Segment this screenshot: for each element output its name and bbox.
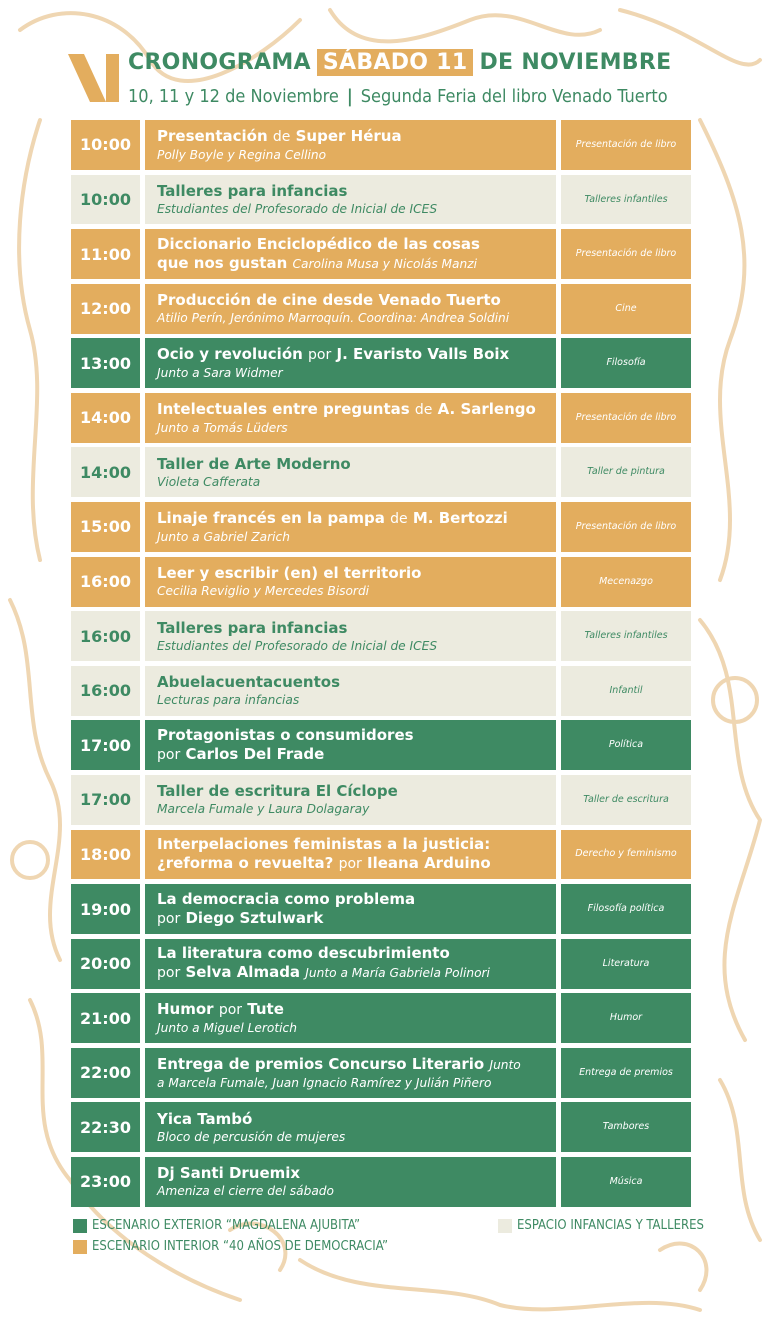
event-title (157, 835, 490, 854)
event-title-main: La literatura como descubrimiento (157, 944, 450, 963)
event-category: Presentación de libro (561, 120, 691, 170)
event-title-continued: Diego Sztulwark (185, 908, 324, 927)
event-time: 14:00 (71, 393, 140, 443)
schedule-row (71, 611, 691, 661)
event-details (145, 175, 556, 225)
event-details (145, 557, 556, 607)
event-title-main: Leer y escribir (en) el territorio (157, 564, 422, 583)
schedule-row (71, 229, 691, 279)
event-title-connector: por (308, 347, 332, 364)
event-title-author: J. Evaristo Valls Boix (336, 345, 510, 364)
event-title-main: Intelectuales entre preguntas (157, 399, 410, 418)
event-title-main: Taller de escritura El Cíclope (157, 782, 398, 801)
schedule-row (71, 939, 691, 989)
event-title (157, 235, 480, 254)
legend-swatch-green (73, 1219, 87, 1233)
schedule-row (71, 993, 691, 1043)
event-details (145, 120, 556, 170)
event-time: 14:00 (71, 447, 140, 497)
event-title-main: Ocio y revolución (157, 345, 303, 364)
legend-stages (73, 1215, 388, 1257)
event-title (157, 619, 347, 638)
event-time: 10:00 (71, 120, 140, 170)
event-title (157, 455, 351, 474)
event-category: Humor (561, 993, 691, 1043)
event-title-second-line (157, 254, 477, 274)
event-participants: Bloco de percusión de mujeres (157, 1129, 346, 1144)
event-time: 22:30 (71, 1102, 140, 1152)
event-details (145, 666, 556, 716)
event-category: Talleres infantiles (561, 611, 691, 661)
event-title-main: Diccionario Enciclopédico de las cosas (157, 234, 480, 253)
event-category: Presentación de libro (561, 502, 691, 552)
event-participants: Junto a Gabriel Zarich (157, 529, 290, 544)
legend-item-infancias (498, 1215, 704, 1236)
schedule-row (71, 284, 691, 334)
event-title (157, 127, 402, 147)
event-title-continued: Selva Almada (185, 963, 301, 982)
subtitle-separator: | (346, 85, 353, 107)
schedule-table (71, 120, 691, 1212)
event-time: 19:00 (71, 884, 140, 934)
event-details (145, 1048, 556, 1098)
event-title (157, 1055, 521, 1075)
event-details (145, 775, 556, 825)
event-title-main: La democracia como problema (157, 889, 416, 908)
event-category: Cine (561, 284, 691, 334)
title-prefix: CRONOGRAMA (128, 49, 311, 75)
event-title-connector: de (414, 401, 433, 418)
event-participants: Carolina Musa y Nicolás Manzi (292, 256, 478, 271)
event-participants: Violeta Cafferata (157, 474, 261, 489)
event-time: 22:00 (71, 1048, 140, 1098)
event-title-main: Talleres para infancias (157, 182, 348, 201)
event-participants: Cecilia Reviglio y Mercedes Bisordi (157, 584, 370, 599)
event-title (157, 291, 501, 310)
legend-swatch-orange (73, 1240, 87, 1254)
schedule-row (71, 884, 691, 934)
event-time: 18:00 (71, 830, 140, 880)
event-details (145, 502, 556, 552)
title-highlight: SÁBADO 11 (317, 49, 474, 76)
event-category: Infantil (561, 666, 691, 716)
event-title-continued: ¿reforma o revuelta? (157, 853, 334, 872)
roman-numeral-logo-icon (66, 52, 122, 104)
event-category: Filosofía política (561, 884, 691, 934)
event-details (145, 1157, 556, 1207)
event-participants: Estudiantes del Profesorado de Inicial de ICES (157, 202, 438, 217)
schedule-row (71, 1102, 691, 1152)
event-title-author: M. Bertozzi (412, 508, 508, 527)
event-time: 15:00 (71, 502, 140, 552)
event-participants: Ameniza el cierre del sábado (157, 1184, 335, 1199)
event-title-second-line (157, 909, 323, 929)
event-title (157, 400, 536, 420)
schedule-row (71, 1048, 691, 1098)
event-title-connector: por (218, 1002, 243, 1019)
legend-item-interior (73, 1236, 388, 1257)
event-title-author: Super Hérua (295, 126, 402, 145)
event-details (145, 1102, 556, 1152)
event-details (145, 720, 556, 770)
event-title (157, 564, 421, 583)
event-details (145, 229, 556, 279)
legend-swatch-beige (498, 1219, 512, 1233)
event-category: Taller de escritura (561, 775, 691, 825)
event-details (145, 393, 556, 443)
event-time: 10:00 (71, 175, 140, 225)
event-category: Música (561, 1157, 691, 1207)
event-title (157, 509, 508, 529)
event-title-main: Interpelaciones feministas a la justicia: (157, 834, 491, 853)
event-category: Derecho y feminismo (561, 830, 691, 880)
schedule-row (71, 502, 691, 552)
event-time: 17:00 (71, 775, 140, 825)
event-title-main: Talleres para infancias (157, 618, 348, 637)
event-title-main: Dj Santi Druemix (157, 1164, 301, 1183)
event-title-connector: de (272, 128, 291, 145)
event-title-main: Linaje francés en la pampa (157, 508, 385, 527)
title-suffix: DE NOVIEMBRE (479, 49, 672, 75)
legend-spaces (498, 1215, 704, 1236)
event-title (157, 1164, 300, 1183)
event-title (157, 345, 509, 365)
event-title-connector: por (157, 910, 181, 927)
event-time: 16:00 (71, 666, 140, 716)
event-category: Política (561, 720, 691, 770)
schedule-row (71, 175, 691, 225)
schedule-row (71, 120, 691, 170)
event-time: 16:00 (71, 557, 140, 607)
event-details (145, 338, 556, 388)
legend-label-infancias: ESPACIO INFANCIAS Y TALLERES (517, 1218, 704, 1233)
event-details (145, 884, 556, 934)
event-time: 23:00 (71, 1157, 140, 1207)
schedule-row (71, 338, 691, 388)
event-category: Mecenazgo (561, 557, 691, 607)
event-time: 20:00 (71, 939, 140, 989)
schedule-row (71, 557, 691, 607)
event-title-connector: por (157, 746, 181, 763)
event-participants: Junto a María Gabriela Polinori (305, 966, 490, 981)
schedule-row (71, 775, 691, 825)
event-title-main: Humor (157, 1000, 214, 1019)
event-participants: Junto a Tomás Lüders (157, 420, 288, 435)
event-details (145, 939, 556, 989)
event-details (145, 284, 556, 334)
event-time: 17:00 (71, 720, 140, 770)
event-time: 16:00 (71, 611, 140, 661)
event-participants: Junto a Miguel Lerotich (157, 1021, 297, 1036)
subtitle-dates: 10, 11 y 12 de Noviembre (128, 85, 339, 107)
event-participants: Junto a Sara Widmer (157, 366, 283, 381)
event-category: Taller de pintura (561, 447, 691, 497)
event-category: Filosofía (561, 338, 691, 388)
event-title-main: Producción de cine desde Venado Tuerto (157, 291, 501, 310)
page-title (128, 46, 671, 78)
event-title (157, 726, 414, 745)
event-title (157, 1000, 284, 1020)
event-time: 13:00 (71, 338, 140, 388)
event-title-main: Taller de Arte Moderno (157, 454, 351, 473)
event-title (157, 1110, 252, 1129)
event-title-continued: Carlos Del Frade (185, 744, 325, 763)
event-time: 21:00 (71, 993, 140, 1043)
event-details (145, 830, 556, 880)
event-title-second-line (157, 963, 490, 983)
schedule-row (71, 830, 691, 880)
event-title (157, 890, 415, 909)
event-title-connector: por (338, 855, 362, 872)
event-title (157, 782, 398, 801)
event-title-author: Ileana Arduino (367, 853, 491, 872)
event-category: Tambores (561, 1102, 691, 1152)
event-details (145, 447, 556, 497)
event-details (145, 611, 556, 661)
event-participants: Marcela Fumale y Laura Dolagaray (157, 802, 370, 817)
event-title-main: Entrega de premios Concurso Literario (157, 1054, 485, 1073)
event-title-connector: por (157, 965, 181, 982)
legend-item-exterior (73, 1215, 388, 1236)
event-participants: Lecturas para infancias (157, 693, 300, 708)
legend-label-interior: ESCENARIO INTERIOR “40 AÑOS DE DEMOCRACIA” (92, 1239, 389, 1254)
event-title-main: Protagonistas o consumidores (157, 725, 414, 744)
event-title (157, 673, 340, 692)
event-title (157, 182, 347, 201)
legend-label-exterior: ESCENARIO EXTERIOR “MAGDALENA AJUBITA” (92, 1218, 361, 1233)
event-time: 12:00 (71, 284, 140, 334)
event-category: Talleres infantiles (561, 175, 691, 225)
event-time: 11:00 (71, 229, 140, 279)
event-title (157, 944, 450, 963)
event-participants: Estudiantes del Profesorado de Inicial de ICES (157, 638, 438, 653)
event-title-connector: de (390, 510, 408, 527)
event-details (145, 993, 556, 1043)
page-subtitle (128, 82, 668, 110)
header (0, 0, 768, 118)
event-category: Presentación de libro (561, 393, 691, 443)
event-participants: a Marcela Fumale, Juan Ignacio Ramírez y Julián Piñero (157, 1075, 492, 1090)
event-title-main: Presentación (157, 126, 268, 145)
schedule-row (71, 720, 691, 770)
event-title-main: Abuelacuentacuentos (157, 673, 341, 692)
event-title-inline-note: Junto (489, 1057, 521, 1072)
subtitle-event: Segunda Feria del libro Venado Tuerto (360, 85, 668, 107)
event-participants: Polly Boyle y Regina Cellino (157, 147, 327, 162)
event-title-author: A. Sarlengo (437, 399, 536, 418)
schedule-row (71, 447, 691, 497)
schedule-row (71, 666, 691, 716)
event-title-main: Yica Tambó (157, 1109, 253, 1128)
event-category: Presentación de libro (561, 229, 691, 279)
event-title-continued: que nos gustan (157, 253, 288, 272)
schedule-row (71, 393, 691, 443)
event-participants: Atilio Perín, Jerónimo Marroquín. Coordina: Andrea Soldini (157, 311, 510, 326)
event-title-author: Tute (247, 1000, 284, 1019)
event-category: Entrega de premios (561, 1048, 691, 1098)
event-title-second-line (157, 854, 491, 874)
event-category: Literatura (561, 939, 691, 989)
event-title-second-line (157, 745, 324, 765)
schedule-row (71, 1157, 691, 1207)
